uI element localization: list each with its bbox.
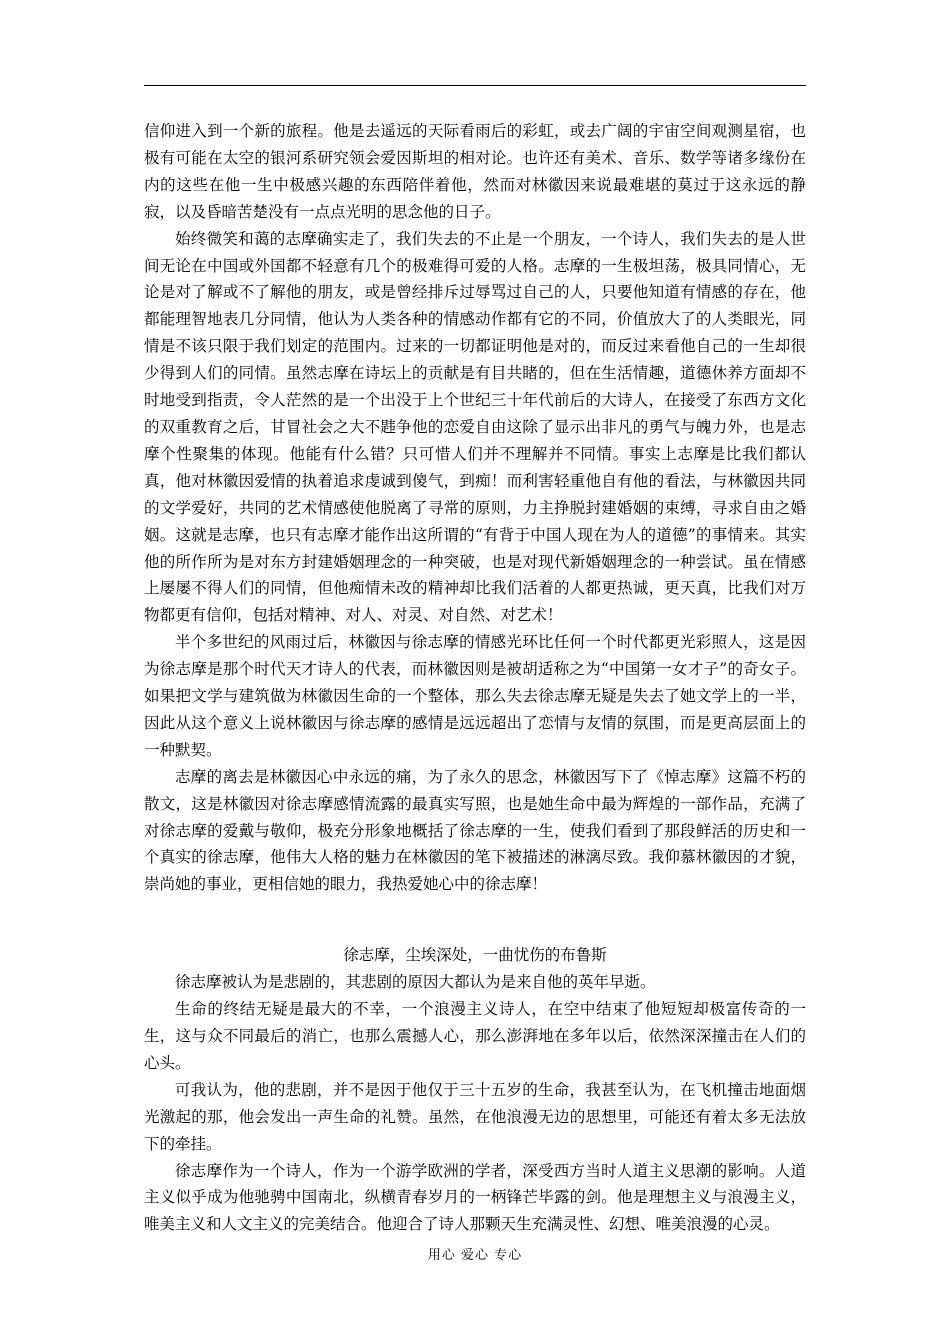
page-footer: 用心 爱心 专心 [427, 1248, 523, 1263]
section-title: 徐志摩，尘埃深处，一曲忧伤的布鲁斯 [343, 946, 607, 965]
header-rule [144, 85, 806, 86]
paragraph: 半个多世纪的风雨过后，林徽因与徐志摩的情感光环比任何一个时代都更光彩照人，这是因为徐志摩是那个时代天才诗人的代表，而林徽因则是被胡适称之为“中国第一女才子”的奇女子。如果把文学与建筑做为林徽因生命的一个整体，那么失去徐志摩无疑是失去了她文学上的一半，因此从这个意义上说林徽因与徐志摩的感情是远远超出了恋情与友情的氛围，而是更高层面上的一种默契。 [144, 633, 806, 759]
section-spacer [144, 898, 806, 942]
paragraph: 志摩的离去是林徽因心中永远的痛，为了永久的思念，林徽因写下了《悼志摩》这篇不朽的散文，这是林徽因对徐志摩感情流露的最真实写照，也是她生命中最为辉煌的一部作品，充满了对徐志摩的爱戴与敬仰，极充分形象地概括了徐志摩的一生，使我们看到了那段鲜活的历史和一个真实的徐志摩，他伟大人格的魅力在林徽因的笔下被描述的淋漓尽致。我仰慕林徽因的才貌，崇尚她的事业，更相信她的眼力，我热爱她心中的徐志摩！ [144, 767, 806, 894]
paragraph: 徐志摩作为一个诗人，作为一个游学欧洲的学者，深受西方当时人道主义思潮的影响。人道主义似乎成为他驰骋中国南北，纵横青春岁月的一柄锋芒毕露的剑。他是理想主义与浪漫主义，唯美主义和人文主义的完美结合。他迎合了诗人那颗天生充满灵性、幻想、唯美浪漫的心灵。 [144, 1161, 806, 1234]
paragraph: 可我认为，他的悲剧，并不是因于他仅于三十五岁的生命，我甚至认为，在飞机撞击地面烟光激起的那，他会发出一声生命的礼赞。虽然，在他浪漫无边的思想里，可能还有着太多无法放下的牵挂。 [144, 1080, 806, 1153]
paragraph: 信仰进入到一个新的旅程。他是去遥远的天际看雨后的彩虹，或去广阔的宇宙空间观测星宿，也极有可能在太空的银河系研究领会爱因斯坦的相对论。也许还有美术、音乐、数学等诸多缘份在内的这些在他一生中极感兴趣的东西陪伴着他，然而对林徽因来说最难堪的莫过于这永远的静寂，以及昏暗苦楚没有一点点光明的思念他的日子。 [144, 122, 806, 221]
document-body [144, 118, 806, 1238]
paragraph: 生命的终结无疑是最大的不幸，一个浪漫主义诗人，在空中结束了他短短却极富传奇的一生，这与众不同最后的消亡，也那么震撼人心，那么澎湃地在多年以后，依然深深撞击在人们的心头。 [144, 1000, 806, 1072]
paragraph: 徐志摩被认为是悲剧的，其悲剧的原因大都认为是来自他的英年早逝。 [175, 973, 656, 992]
paragraph: 始终微笑和蔼的志摩确实走了，我们失去的不止是一个朋友，一个诗人，我们失去的是人世间无论在中国或外国都不轻意有几个的极难得可爱的人格。志摩的一生极坦荡，极具同情心，无论是对了解或不了解他的朋友，或是曾经排斥过辱骂过自己的人，只要他知道有情感的存在，他都能理智地表几分同情，他认为人类各种的情感动作都有它的不同，价值放大了的人类眼光，同情是不该只限于我们划定的范围内。过来的一切都证明他是对的，而反过来看他自己的一生却很少得到人们的同情。虽然志摩在诗坛上的贡献是有目共睹的，但在生活情趣，道德休养方面却不时地受到指责，令人茫然的是一个出没于上个世纪三十年代前后的大诗人，在接受了东西方文化的双重教育之后，甘冒社会之大不韪争他的恋爱自由这除了显示出非凡的勇气与魄力外，也是志摩个性聚集的体现。他能有什么错？只可惜人们并不理解并不同情。事实上志摩是比我们都认真，他对林徽因爱情的执着追求虔诚到傻气，到痴！而利害轻重他自有他的看法，与林徽因共同的文学爱好，共同的艺术情感使他脱离了寻常的原则，力主挣脱封建婚姻的束缚，寻求自由之婚姻。这就是志摩，也只有志摩才能作出这所谓的“有背于中国人现在为人的道德”的事情来。其实他的所作所为是对东方封建婚姻理念的一种突破，也是对现代新婚姻理念的一种尝试。虽在情感上屡屡不得人们的同情，但他痴情未改的精神却比我们活着的人都更热诚，更天真，比我们对万物都更有信仰，包括对精神、对人、对灵、对自然、对艺术！ [144, 229, 806, 625]
